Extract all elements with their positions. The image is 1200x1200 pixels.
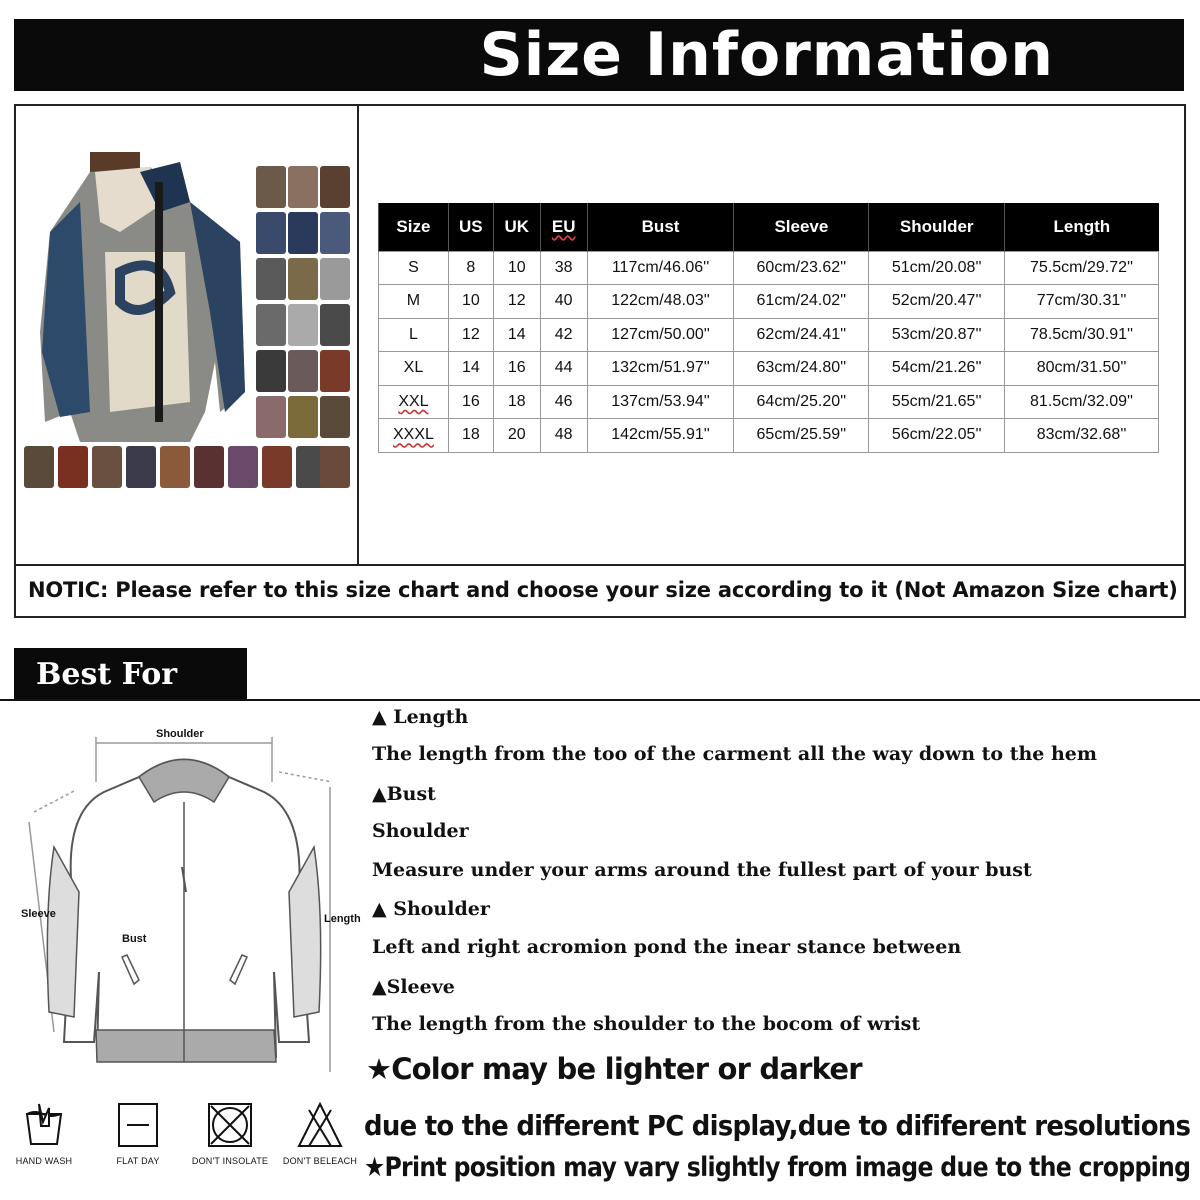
length-heading: ▲ Length bbox=[372, 706, 469, 728]
table-row bbox=[379, 385, 1159, 419]
page-title: Size Information bbox=[14, 19, 1184, 91]
thumbnail bbox=[320, 446, 350, 488]
column-header: US bbox=[448, 203, 493, 251]
care-hand-wash bbox=[4, 1100, 84, 1166]
table-cell: 38 bbox=[540, 251, 587, 285]
table-cell: 62cm/24.41'' bbox=[734, 318, 869, 352]
thumbnail bbox=[256, 166, 286, 208]
table-cell: 14 bbox=[493, 318, 540, 352]
table-cell: 64cm/25.20'' bbox=[734, 385, 869, 419]
table-cell: XXXL bbox=[379, 419, 449, 453]
sleeve-heading: ▲Sleeve bbox=[372, 976, 455, 998]
table-cell: 81.5cm/32.09'' bbox=[1005, 385, 1159, 419]
column-header: Size bbox=[379, 203, 449, 251]
measurement-diagram bbox=[14, 712, 364, 1082]
table-cell: 10 bbox=[493, 251, 540, 285]
length-description: The length from the too of the carment all the way down to the hem bbox=[372, 743, 1097, 765]
thumbnail bbox=[256, 396, 286, 438]
size-notice: NOTIC: Please refer to this size chart and choose your size according to it (Not Amazon Size chart) bbox=[28, 578, 1178, 602]
column-header: Shoulder bbox=[869, 203, 1005, 251]
table-cell: 137cm/53.94'' bbox=[587, 385, 734, 419]
table-cell: L bbox=[379, 318, 449, 352]
thumbnail bbox=[288, 350, 318, 392]
care-no-insolate bbox=[190, 1100, 270, 1166]
thumbnail bbox=[256, 212, 286, 254]
table-cell: 10 bbox=[448, 285, 493, 319]
shoulder-description: Left and right acromion pond the inear stance between bbox=[372, 936, 962, 958]
table-cell: 65cm/25.59'' bbox=[734, 419, 869, 453]
table-header-row bbox=[379, 203, 1159, 251]
table-cell: 78.5cm/30.91'' bbox=[1005, 318, 1159, 352]
column-header: UK bbox=[493, 203, 540, 251]
table-cell: S bbox=[379, 251, 449, 285]
no-bleach-icon bbox=[295, 1100, 345, 1150]
shoulder-text: Shoulder bbox=[372, 820, 469, 842]
table-cell: 16 bbox=[448, 385, 493, 419]
table-cell: 122cm/48.03'' bbox=[587, 285, 734, 319]
table-cell: 80cm/31.50'' bbox=[1005, 352, 1159, 386]
table-row bbox=[379, 285, 1159, 319]
flat-dry-icon bbox=[113, 1100, 163, 1150]
table-cell: 18 bbox=[448, 419, 493, 453]
table-cell: 55cm/21.65'' bbox=[869, 385, 1005, 419]
table-cell: 61cm/24.02'' bbox=[734, 285, 869, 319]
table-cell: 40 bbox=[540, 285, 587, 319]
thumbnail bbox=[58, 446, 88, 488]
print-note: ★Print position may vary slightly from image due to the cropping bbox=[364, 1152, 1191, 1183]
table-row bbox=[379, 318, 1159, 352]
shoulder-label: Shoulder bbox=[156, 728, 204, 740]
thumbnail bbox=[194, 446, 224, 488]
table-cell: 52cm/20.47'' bbox=[869, 285, 1005, 319]
table-cell: 42 bbox=[540, 318, 587, 352]
table-cell: 14 bbox=[448, 352, 493, 386]
table-cell: M bbox=[379, 285, 449, 319]
thumbnail bbox=[288, 258, 318, 300]
table-cell: 48 bbox=[540, 419, 587, 453]
table-row bbox=[379, 352, 1159, 386]
thumbnail bbox=[256, 258, 286, 300]
length-label: Length bbox=[324, 913, 361, 925]
care-flat-dry bbox=[98, 1100, 178, 1166]
thumbnail bbox=[288, 212, 318, 254]
sleeve-label: Sleeve bbox=[21, 908, 56, 920]
table-cell: 142cm/55.91'' bbox=[587, 419, 734, 453]
table-cell: 12 bbox=[493, 285, 540, 319]
no-tumble-dry-icon bbox=[205, 1100, 255, 1150]
table-cell: XL bbox=[379, 352, 449, 386]
thumbnail bbox=[320, 304, 350, 346]
thumbnail bbox=[126, 446, 156, 488]
thumbnail bbox=[256, 304, 286, 346]
thumbnail bbox=[24, 446, 54, 488]
hand-wash-icon bbox=[19, 1100, 69, 1150]
table-cell: 127cm/50.00'' bbox=[587, 318, 734, 352]
thumbnail bbox=[160, 446, 190, 488]
table-cell: 83cm/32.68'' bbox=[1005, 419, 1159, 453]
table-cell: 44 bbox=[540, 352, 587, 386]
bust-description: Measure under your arms around the fullest part of your bust bbox=[372, 859, 1032, 881]
thumbnail bbox=[256, 350, 286, 392]
table-cell: 51cm/20.08'' bbox=[869, 251, 1005, 285]
thumbnail bbox=[288, 304, 318, 346]
table-cell: 18 bbox=[493, 385, 540, 419]
table-cell: 46 bbox=[540, 385, 587, 419]
table-cell: 117cm/46.06'' bbox=[587, 251, 734, 285]
thumbnail bbox=[320, 258, 350, 300]
table-cell: 20 bbox=[493, 419, 540, 453]
table-cell: 75.5cm/29.72'' bbox=[1005, 251, 1159, 285]
table-cell: 60cm/23.62'' bbox=[734, 251, 869, 285]
bust-heading: ▲Bust bbox=[372, 783, 436, 805]
section-title: Best For You bbox=[14, 648, 247, 700]
divider bbox=[357, 106, 359, 566]
bust-label: Bust bbox=[122, 933, 147, 945]
shoulder-heading: ▲ Shoulder bbox=[372, 898, 490, 920]
table-cell: 77cm/30.31'' bbox=[1005, 285, 1159, 319]
sleeve-description: The length from the shoulder to the bocom of wrist bbox=[372, 1013, 921, 1035]
thumbnail bbox=[320, 166, 350, 208]
table-cell: 12 bbox=[448, 318, 493, 352]
product-photo bbox=[20, 112, 353, 562]
thumbnail bbox=[228, 446, 258, 488]
color-note: ★Color may be lighter or darker bbox=[366, 1052, 862, 1086]
thumbnail bbox=[288, 396, 318, 438]
table-cell: 54cm/21.26'' bbox=[869, 352, 1005, 386]
care-label: DON'T INSOLATE bbox=[191, 1156, 269, 1166]
care-label: FLAT DAY bbox=[116, 1156, 160, 1166]
column-header: EU bbox=[540, 203, 587, 251]
divider bbox=[0, 699, 1200, 701]
care-label: DON'T BELEACH bbox=[282, 1156, 358, 1166]
divider bbox=[16, 564, 1184, 566]
size-table bbox=[378, 203, 1159, 453]
table-cell: 53cm/20.87'' bbox=[869, 318, 1005, 352]
care-no-bleach bbox=[280, 1100, 360, 1166]
table-cell: XXL bbox=[379, 385, 449, 419]
thumbnail bbox=[288, 166, 318, 208]
table-cell: 132cm/51.97'' bbox=[587, 352, 734, 386]
table-cell: 8 bbox=[448, 251, 493, 285]
care-label: HAND WASH bbox=[15, 1156, 73, 1166]
display-note: due to the different PC display,due to dififerent resolutions bbox=[364, 1109, 1191, 1142]
table-row bbox=[379, 419, 1159, 453]
thumbnail bbox=[262, 446, 292, 488]
thumbnail bbox=[320, 212, 350, 254]
column-header: Length bbox=[1005, 203, 1159, 251]
table-cell: 63cm/24.80'' bbox=[734, 352, 869, 386]
column-header: Bust bbox=[587, 203, 734, 251]
table-row bbox=[379, 251, 1159, 285]
column-header: Sleeve bbox=[734, 203, 869, 251]
jacket-outline-image bbox=[14, 712, 364, 1082]
table-cell: 56cm/22.05'' bbox=[869, 419, 1005, 453]
thumbnail bbox=[320, 350, 350, 392]
thumbnail bbox=[92, 446, 122, 488]
thumbnail bbox=[320, 396, 350, 438]
table-cell: 16 bbox=[493, 352, 540, 386]
